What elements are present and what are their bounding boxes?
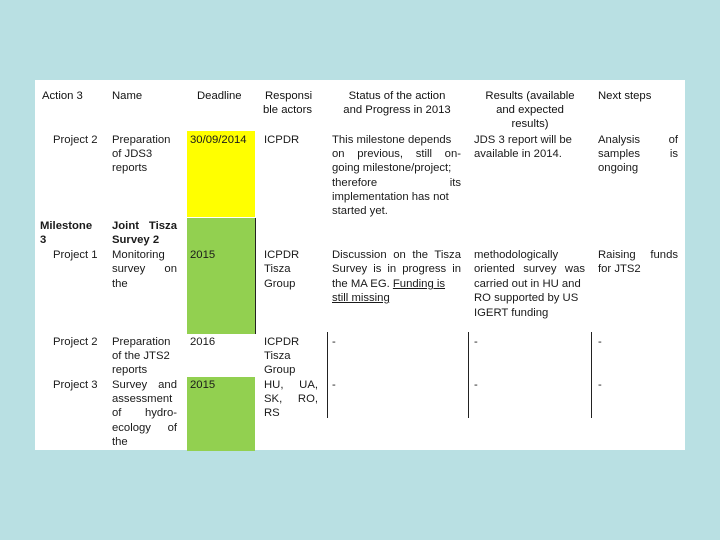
row1-name-line1: Preparation (112, 134, 171, 146)
row2-next-line2: for JTS2 (598, 263, 641, 275)
row3-name-line2: of the JTS2 (112, 350, 170, 362)
row1-status-line4: therefore its (332, 177, 461, 189)
row4-name-line3: of hydro- (112, 407, 177, 419)
row2-name-line1: Monitoring (112, 249, 165, 261)
row1-status-line1: This milestone depends (332, 134, 452, 146)
row2-results-line5: IGERT funding (474, 307, 549, 319)
row4-status: - (332, 379, 336, 391)
milestone-name-line1: Joint Tisza (112, 220, 177, 232)
row4-responsible-line2: SK, RO, (264, 393, 318, 405)
row3-action: Project 2 (53, 336, 98, 348)
row2-name-line2: survey on (112, 263, 177, 275)
row3-name-line3: reports (112, 364, 148, 376)
milestone-label-line1: Milestone (40, 220, 93, 232)
row2-next-line1: Raising funds (598, 249, 678, 261)
row1-action: Project 2 (53, 134, 98, 146)
row2-responsible-line2: Tisza (264, 263, 291, 275)
milestone-name-line2: Survey 2 (112, 234, 160, 246)
row4-name-line2: assessment (112, 393, 173, 405)
row2-deadline: 2015 (190, 249, 216, 261)
row3-next: - (598, 336, 602, 348)
row2-results-line4: RO supported by US (474, 292, 579, 304)
row1-status-line6: started yet. (332, 205, 388, 217)
header-status-line2: and Progress in 2013 (343, 104, 451, 116)
row1-results-line2: available in 2014. (474, 148, 562, 160)
row3-deadline: 2016 (190, 336, 216, 348)
row1-results-line1: JDS 3 report will be (474, 134, 572, 146)
rule-results (468, 332, 469, 418)
row3-results: - (474, 336, 478, 348)
header-name: Name (112, 90, 143, 102)
row1-status-line3: going milestone/project; (332, 162, 452, 174)
row2-status-line3-text: the MA EG. (332, 278, 393, 290)
row1-status-line2: on previous, still on- (332, 148, 461, 160)
row3-responsible-line1: ICPDR (264, 336, 300, 348)
milestone-label-line2: 3 (40, 234, 47, 246)
row2-results-line1: methodologically (474, 249, 559, 261)
header-next-steps: Next steps (598, 90, 652, 102)
header-results-line2: and expected (496, 104, 564, 116)
header-results-line1: Results (available (485, 90, 575, 102)
header-responsible-line1: Responsi (265, 90, 313, 102)
row4-name-line4: ecology of (112, 422, 177, 434)
row4-responsible-line3: RS (264, 407, 280, 419)
row2-status-line3 (332, 277, 461, 291)
row1-responsible: ICPDR (264, 134, 300, 146)
row1-name-line2: of JDS3 (112, 148, 153, 160)
row1-name-line3: reports (112, 162, 148, 174)
row2-action: Project 1 (53, 249, 98, 261)
row2-status-line4: still missing (332, 292, 390, 304)
header-responsible-line2: ble actors (263, 104, 312, 116)
row1-next-line3: ongoing (598, 162, 639, 174)
row1-deadline: 30/09/2014 (190, 134, 247, 146)
row3-name-line1: Preparation (112, 336, 171, 348)
row2-responsible-line1: ICPDR (264, 249, 300, 261)
row4-name-line5: the (112, 436, 128, 448)
header-results-line3: results) (511, 118, 549, 130)
row1-next-line1: Analysis of (598, 134, 678, 146)
row4-deadline: 2015 (190, 379, 216, 391)
row4-name-line1: Survey and (112, 379, 177, 391)
row3-responsible-line3: Group (264, 364, 296, 376)
row4-responsible-line1: HU, UA, (264, 379, 318, 391)
row2-results-line3: carried out in HU and (474, 278, 581, 290)
row2-responsible-line3: Group (264, 278, 296, 290)
rule-next (591, 332, 592, 418)
header-deadline: Deadline (197, 90, 242, 102)
row2-status-line2: Survey is in progress in (332, 263, 461, 275)
row2-results-line2: oriented survey was (474, 263, 585, 275)
row4-action: Project 3 (53, 379, 98, 391)
header-action: Action 3 (42, 90, 83, 102)
row2-status-funding: Funding is (392, 278, 446, 290)
row1-status-line5: implementation has not (332, 191, 449, 203)
row1-next-line2: samples is (598, 148, 678, 160)
rule-deadline (255, 218, 256, 334)
row4-results: - (474, 379, 478, 391)
row2-name-line3: the (112, 278, 128, 290)
row4-next: - (598, 379, 602, 391)
header-status-line1: Status of the action (348, 90, 446, 102)
deadline-highlight-green-1 (187, 218, 255, 334)
row3-responsible-line2: Tisza (264, 350, 291, 362)
row2-status-line1: Discussion on the Tisza (332, 249, 461, 261)
row3-status: - (332, 336, 336, 348)
rule-responsible (327, 332, 328, 418)
